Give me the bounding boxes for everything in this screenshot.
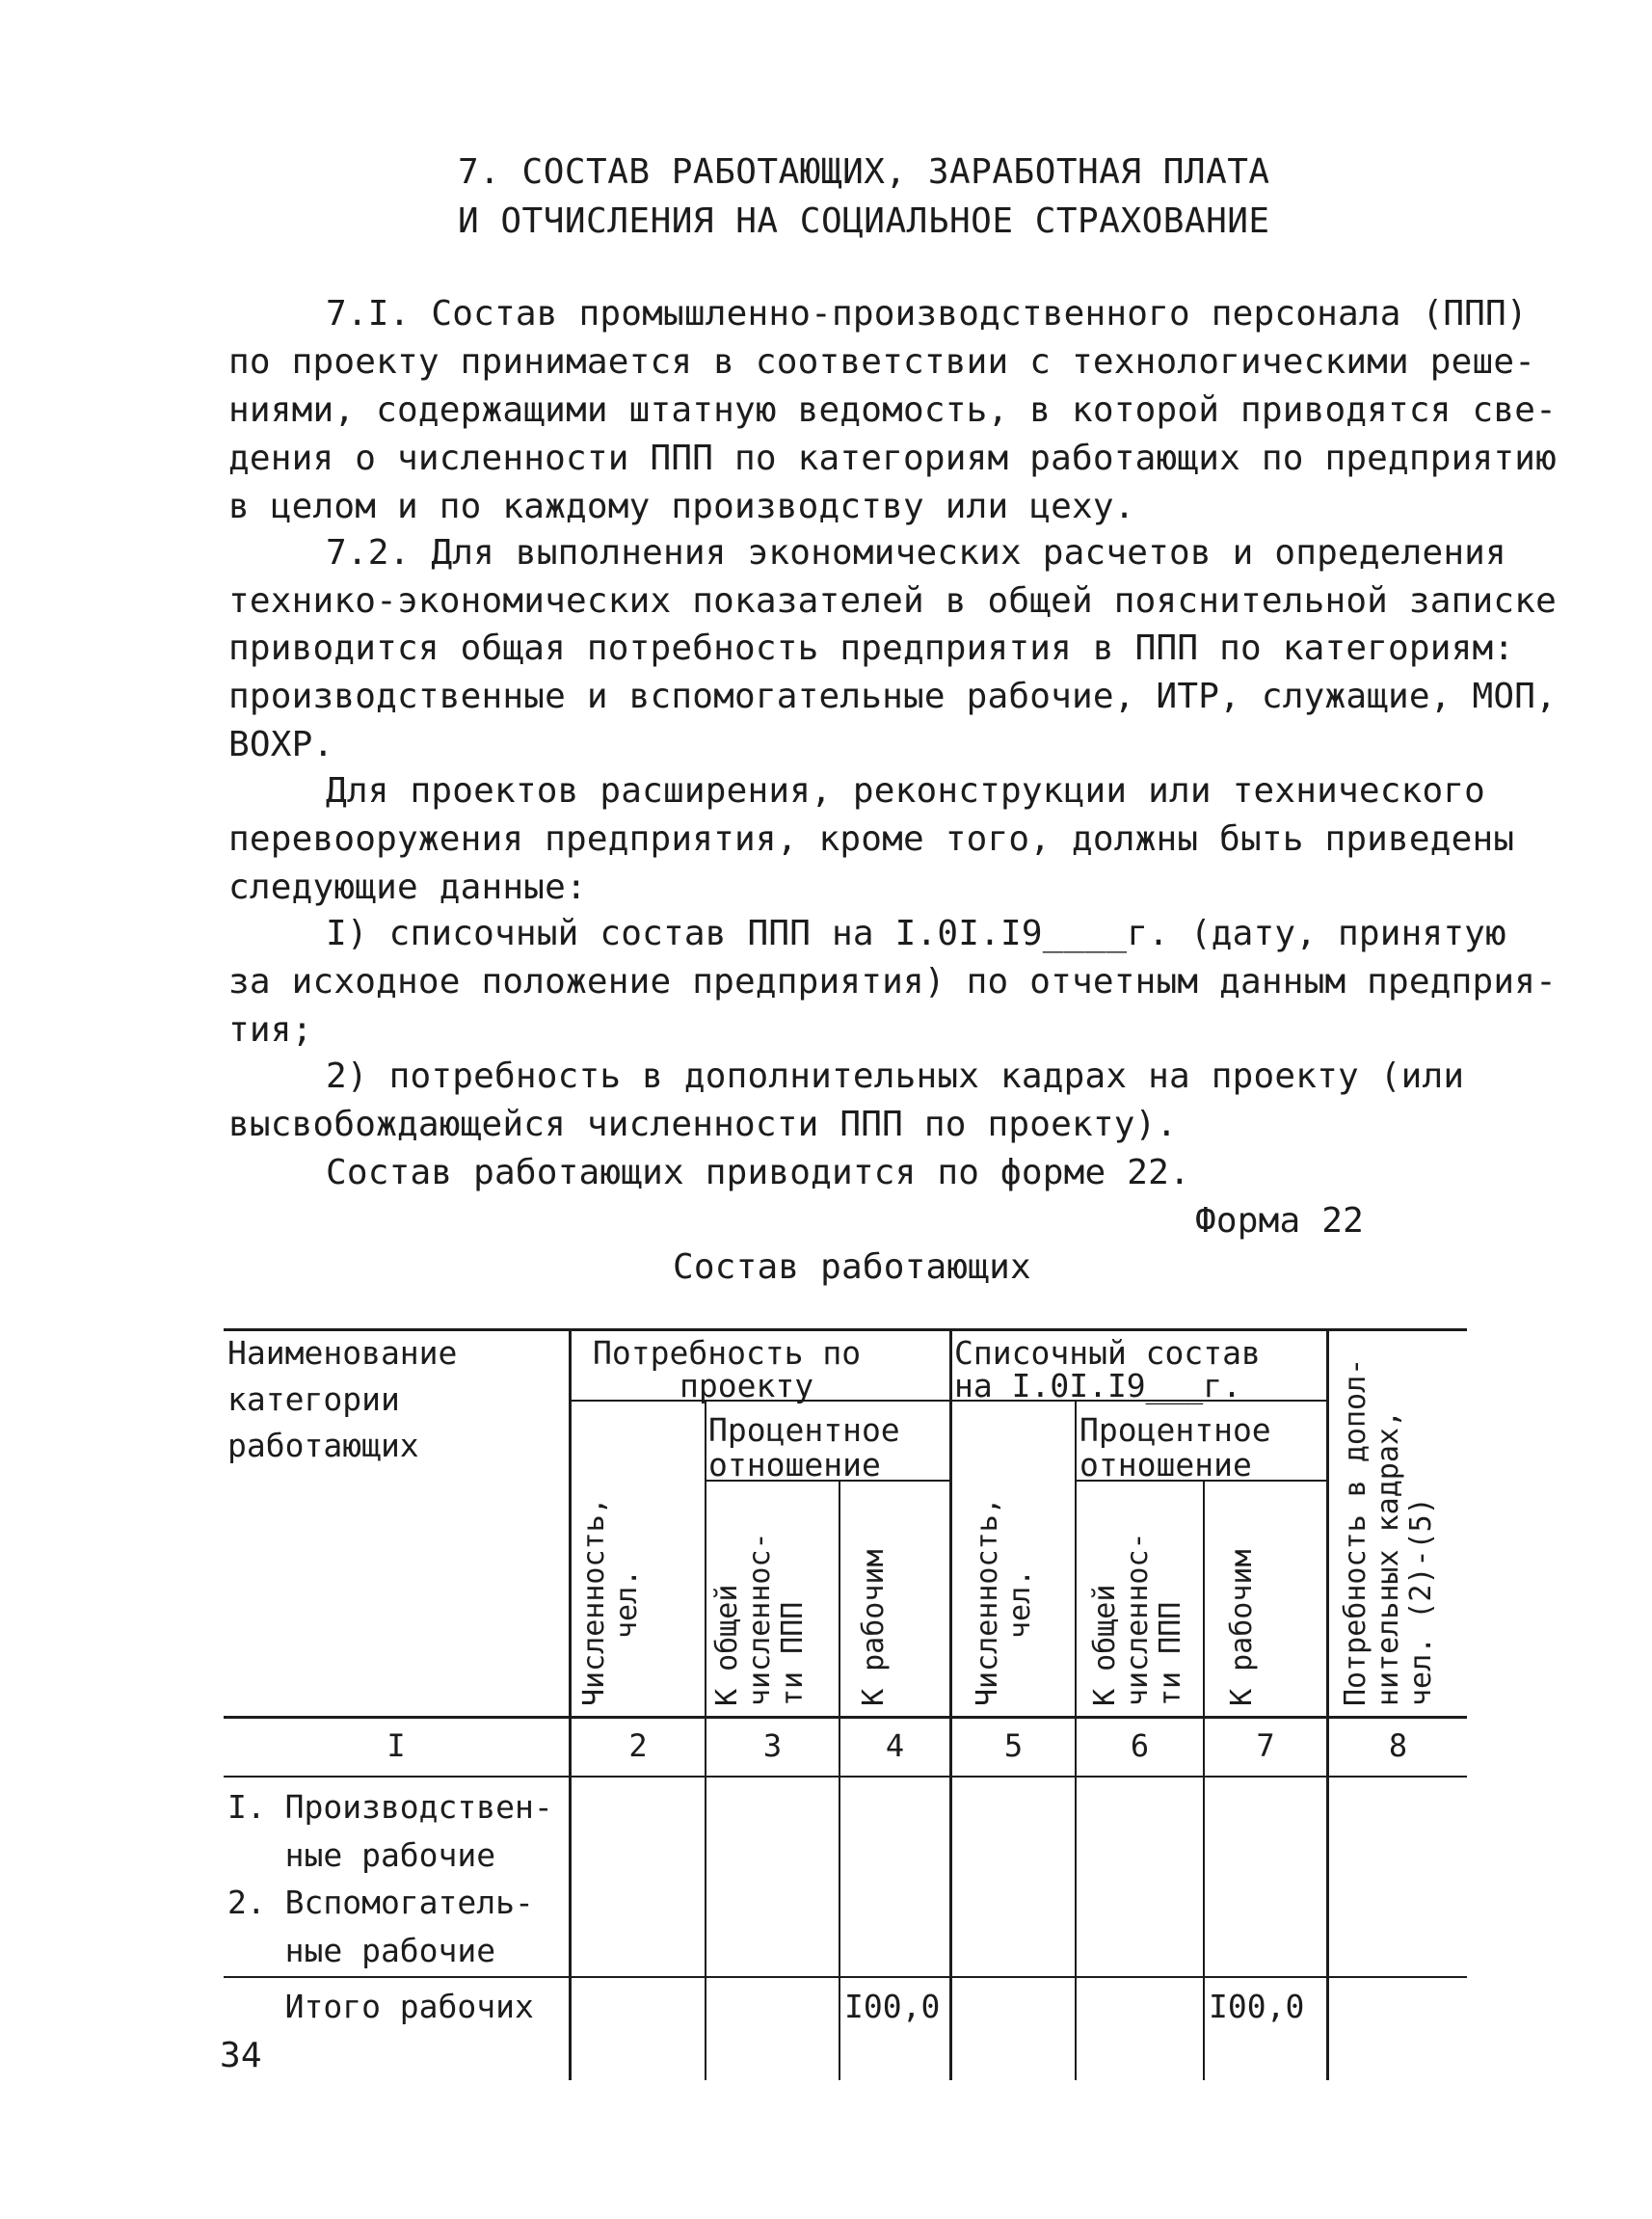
- body-line: I) списочный состав ППП на I.0I.I9____г. (дату, принятую: [326, 914, 1506, 953]
- body-line: производственные и вспомогательные рабочие, ИТР, служащие, МОП,: [228, 677, 1558, 716]
- percent-header-line: отношение: [708, 1446, 881, 1484]
- vline: [569, 1328, 572, 2080]
- body-line: по проекту принимается в соответствии с технологическими реше-: [228, 342, 1536, 382]
- col7-header: К рабочим: [1225, 1549, 1259, 1706]
- vline: [1326, 1328, 1329, 2080]
- col1-header-line: работающих: [227, 1427, 419, 1464]
- col6-header: К общей численнос- ти ППП: [1088, 1532, 1187, 1706]
- table-row-label: 2. Вспомогатель-: [227, 1884, 534, 1921]
- group2-header-line: Списочный состав: [954, 1334, 1261, 1372]
- table-top-line: [224, 1328, 1467, 1331]
- col-number: 6: [1130, 1727, 1150, 1764]
- col-number: 7: [1256, 1727, 1275, 1764]
- section-heading-line2: И ОТЧИСЛЕНИЯ НА СОЦИАЛЬНОЕ СТРАХОВАНИЕ: [458, 201, 1270, 241]
- table-row-label: Итого рабочих: [227, 1988, 534, 2025]
- body-line: следующие данные:: [228, 868, 587, 907]
- percent-header-line: Процентное: [1079, 1411, 1271, 1449]
- body-line: технико-экономических показателей в общей пояснительной записке: [228, 581, 1558, 621]
- total-row-line: [224, 1976, 1467, 1978]
- table-row-label: ные рабочие: [227, 1836, 496, 1874]
- body-line: перевооружения предприятия, кроме того, должны быть приведены: [228, 819, 1515, 859]
- col3-header: К общей численнос- ти ППП: [710, 1532, 810, 1706]
- col5-header: Численность, чел.: [971, 1497, 1037, 1706]
- col-number: 8: [1388, 1727, 1408, 1764]
- table-row-label: ные рабочие: [227, 1932, 496, 1969]
- vline: [839, 1480, 840, 2080]
- body-line: тия;: [228, 1010, 313, 1050]
- total-workers-percent: I00,0: [1209, 1988, 1305, 2025]
- col2-header: Численность, чел.: [577, 1497, 644, 1706]
- table-title: Состав работающих: [673, 1247, 1031, 1287]
- table-row-label: I. Производствен-: [227, 1788, 553, 1826]
- total-workers-percent: I00,0: [844, 1988, 941, 2025]
- body-line: 7.2. Для выполнения экономических расчетов и определения: [326, 533, 1506, 573]
- group1-header-line: Потребность по: [593, 1334, 862, 1372]
- body-line: ниями, содержащими штатную ведомость, в которой приводятся све-: [228, 390, 1558, 430]
- vline: [949, 1328, 952, 2080]
- body-line: 7.I. Состав промышленно-производственного персонала (ППП): [326, 294, 1528, 334]
- col-number: 5: [1003, 1727, 1024, 1764]
- body-line: 2) потребность в дополнительных кадрах на проекту (или: [326, 1056, 1465, 1096]
- col8-header: Потребность в допол- нительных кадрах, чел. (2)-(5): [1339, 1357, 1438, 1706]
- col-number: 4: [885, 1727, 905, 1764]
- section-heading-line1: 7. СОСТАВ РАБОТАЮЩИХ, ЗАРАБОТНАЯ ПЛАТА: [458, 152, 1270, 192]
- body-line: высвобождающейся численности ППП по проекту).: [228, 1105, 1178, 1144]
- group2-header-line: на I.0I.I9___г.: [954, 1367, 1242, 1404]
- form-label: Форма 22: [1195, 1201, 1364, 1241]
- group1-header-line: проекту: [679, 1367, 814, 1404]
- body-line: Состав работающих приводится по форме 22.: [326, 1153, 1190, 1192]
- page-number: 34: [220, 2036, 262, 2075]
- percent-header-line: отношение: [1079, 1446, 1252, 1484]
- col-number: 2: [628, 1727, 648, 1764]
- header-bottom-line: [224, 1716, 1467, 1719]
- vline: [1203, 1480, 1205, 2080]
- body-line: приводится общая потребность предприятия в ППП по категориям:: [228, 628, 1515, 668]
- percent-header-line: Процентное: [708, 1411, 900, 1449]
- body-line: ВОХР.: [228, 725, 334, 764]
- col4-header: К рабочим: [857, 1549, 891, 1706]
- col-number: I: [386, 1727, 406, 1764]
- number-row-line: [224, 1776, 1467, 1778]
- col1-header-line: категории: [227, 1380, 400, 1418]
- body-line: за исходное положение предприятия) по отчетным данным предприя-: [228, 962, 1558, 1002]
- body-line: в целом и по каждому производству или цеху.: [228, 487, 1135, 526]
- body-line: дения о численности ППП по категориям работающих по предприятию: [228, 439, 1558, 478]
- col-number: 3: [762, 1727, 783, 1764]
- body-line: Для проектов расширения, реконструкции или технического: [326, 771, 1486, 811]
- col1-header-line: Наименование: [227, 1334, 458, 1372]
